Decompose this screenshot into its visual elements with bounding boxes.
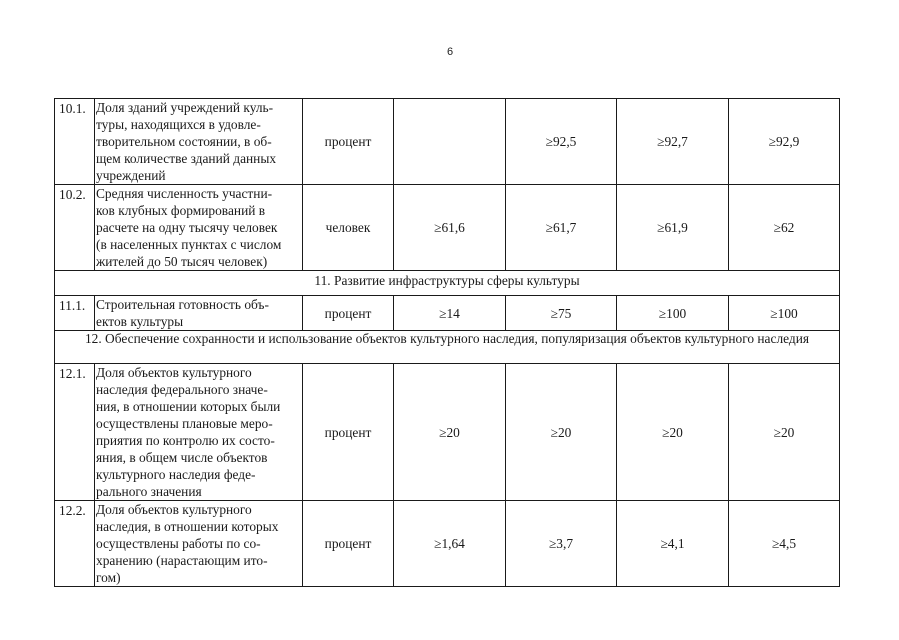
value-cell: ≥20	[394, 364, 506, 501]
indicator-description: Строительная готовность объ- ектов культуры	[95, 296, 303, 331]
value-cell: ≥92,9	[729, 99, 840, 185]
value-cell: ≥1,64	[394, 501, 506, 587]
value-cell: ≥20	[617, 364, 729, 501]
section-heading: 11. Развитие инфраструктуры сферы культуры	[55, 271, 840, 296]
indicator-description: Доля объектов культурного наследия, в отношении которых осуществлены работы по со- хранению (нарастающим ито- гом)	[95, 501, 303, 587]
indicator-description: Средняя численность участни- ков клубных формирований в расчете на одну тысячу человек (в населенных пунктах с числом жителей до 50 тысяч человек)	[95, 185, 303, 271]
section-heading: 12. Обеспечение сохранности и использование объектов культурного наследия, популяризация объектов культурного наследия	[55, 331, 840, 364]
unit-of-measure: процент	[303, 501, 394, 587]
value-cell	[394, 99, 506, 185]
indicator-description: Доля зданий учреждений куль- туры, находящихся в удовле- творительном состоянии, в об- щем количестве зданий данных учреждений	[95, 99, 303, 185]
row-number: 12.2.	[55, 501, 95, 587]
value-cell: ≥61,9	[617, 185, 729, 271]
value-cell: ≥14	[394, 296, 506, 331]
value-cell: ≥92,7	[617, 99, 729, 185]
indicator-description: Доля объектов культурного наследия федерального значе- ния, в отношении которых были осуществлены плановые меро- приятия по контролю их состо- яния, в общем числе объектов культурного наследия феде- рального значения	[95, 364, 303, 501]
unit-of-measure: процент	[303, 99, 394, 185]
value-cell: ≥4,1	[617, 501, 729, 587]
value-cell: ≥4,5	[729, 501, 840, 587]
value-cell: ≥100	[617, 296, 729, 331]
value-cell: ≥20	[506, 364, 617, 501]
row-number: 11.1.	[55, 296, 95, 331]
value-cell: ≥20	[729, 364, 840, 501]
row-number: 12.1.	[55, 364, 95, 501]
indicators-table	[54, 98, 840, 587]
unit-of-measure: процент	[303, 296, 394, 331]
value-cell: ≥92,5	[506, 99, 617, 185]
unit-of-measure: человек	[303, 185, 394, 271]
value-cell: ≥3,7	[506, 501, 617, 587]
value-cell: ≥75	[506, 296, 617, 331]
value-cell: ≥61,7	[506, 185, 617, 271]
unit-of-measure: процент	[303, 364, 394, 501]
row-number: 10.2.	[55, 185, 95, 271]
value-cell: ≥62	[729, 185, 840, 271]
value-cell: ≥61,6	[394, 185, 506, 271]
value-cell: ≥100	[729, 296, 840, 331]
page-number: 6	[446, 46, 454, 58]
row-number: 10.1.	[55, 99, 95, 185]
